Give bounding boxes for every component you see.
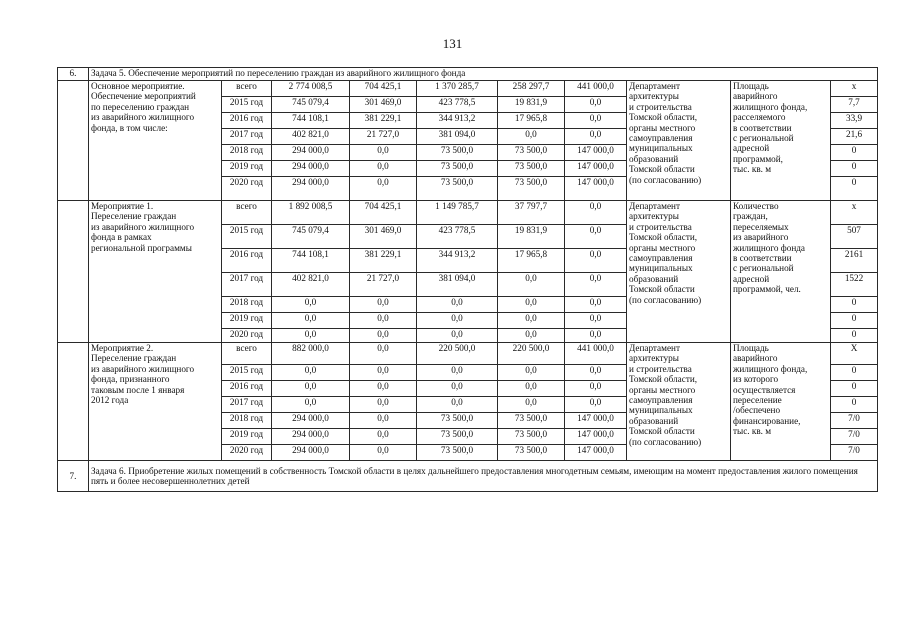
- total-cell: 294 000,0: [272, 145, 350, 161]
- description-line: фонда, признанного: [91, 374, 170, 385]
- description-line: Мероприятие 1.: [91, 201, 154, 211]
- other-cell: 0,0: [565, 381, 627, 397]
- executor-line: органы местного: [629, 122, 696, 133]
- year-cell: всего: [222, 81, 272, 97]
- other-cell: 0,0: [565, 201, 627, 225]
- indicator-value-cell: 7/0: [831, 445, 878, 461]
- executor-line: Департамент: [629, 343, 680, 353]
- regional-cell: 0,0: [417, 297, 498, 313]
- local-cell: 73 500,0: [498, 161, 565, 177]
- task5-row: [58, 68, 878, 81]
- federal-cell: 0,0: [350, 297, 417, 313]
- indicator-line: аварийного: [733, 91, 778, 102]
- regional-cell: 0,0: [417, 329, 498, 343]
- year-cell: 2016 год: [222, 381, 272, 397]
- total-cell: 294 000,0: [272, 445, 350, 461]
- total-cell: 294 000,0: [272, 161, 350, 177]
- federal-cell: 381 229,1: [350, 249, 417, 273]
- federal-cell: 301 469,0: [350, 97, 417, 113]
- program-table: [57, 67, 878, 492]
- local-cell: 0,0: [498, 397, 565, 413]
- local-cell: 0,0: [498, 365, 565, 381]
- other-cell: 147 000,0: [565, 445, 627, 461]
- indicator-line: с региональной: [733, 133, 794, 144]
- other-cell: 147 000,0: [565, 177, 627, 201]
- local-cell: 73 500,0: [498, 145, 565, 161]
- year-cell: 2016 год: [222, 113, 272, 129]
- indicator-value-cell: 33,9: [831, 113, 878, 129]
- description-line: Обеспечение мероприятий: [91, 91, 196, 102]
- indicator-value-cell: 0: [831, 381, 878, 397]
- description-line: Переселение граждан: [91, 353, 177, 364]
- other-cell: 0,0: [565, 313, 627, 329]
- executor-line: архитектуры: [629, 211, 679, 222]
- local-cell: 19 831,9: [498, 97, 565, 113]
- executor-cell: [627, 81, 731, 201]
- description-line: из аварийного жилищного: [91, 363, 195, 374]
- executor-line: органы местного: [629, 384, 696, 395]
- local-cell: 73 500,0: [498, 413, 565, 429]
- executor-line: (по согласованию): [629, 174, 702, 185]
- federal-cell: 0,0: [350, 445, 417, 461]
- indicator-name-cell: [731, 343, 831, 461]
- executor-line: и строительства: [629, 101, 692, 112]
- indicator-value-cell: 0: [831, 329, 878, 343]
- indicator-line: Площадь: [733, 81, 769, 91]
- total-cell: 0,0: [272, 381, 350, 397]
- description-line: по переселению граждан: [91, 101, 190, 112]
- regional-cell: 1 370 285,7: [417, 81, 498, 97]
- executor-line: самоуправления: [629, 395, 693, 406]
- indicator-value-cell: 0: [831, 365, 878, 381]
- index-cell: [58, 81, 89, 201]
- year-cell: 2017 год: [222, 273, 272, 297]
- executor-cell: [627, 201, 731, 343]
- indicator-value-cell: 0: [831, 161, 878, 177]
- other-cell: 0,0: [565, 329, 627, 343]
- other-cell: 0,0: [565, 113, 627, 129]
- year-cell: 2015 год: [222, 97, 272, 113]
- local-cell: 0,0: [498, 329, 565, 343]
- local-cell: 73 500,0: [498, 429, 565, 445]
- indicator-line: программой, чел.: [733, 284, 801, 295]
- table-row: [58, 81, 878, 97]
- other-cell: 441 000,0: [565, 343, 627, 365]
- indicator-line: финансирование,: [733, 415, 801, 426]
- year-cell: 2017 год: [222, 397, 272, 413]
- other-cell: 0,0: [565, 365, 627, 381]
- total-cell: 745 079,4: [272, 225, 350, 249]
- indicator-value-cell: 0: [831, 145, 878, 161]
- indicator-line: программой,: [733, 153, 783, 164]
- local-cell: 220 500,0: [498, 343, 565, 365]
- year-cell: 2020 год: [222, 177, 272, 201]
- regional-cell: 381 094,0: [417, 273, 498, 297]
- indicator-value-cell: 7/0: [831, 413, 878, 429]
- executor-line: и строительства: [629, 363, 692, 374]
- local-cell: 17 965,8: [498, 249, 565, 273]
- executor-line: муниципальных: [629, 405, 693, 416]
- year-cell: 2018 год: [222, 413, 272, 429]
- indicator-value-cell: 7/0: [831, 429, 878, 445]
- executor-line: образований: [629, 153, 679, 164]
- indicator-line: из которого: [733, 374, 779, 385]
- executor-line: Томской области: [629, 426, 695, 437]
- indicator-line: переселяемых: [733, 221, 789, 232]
- indicator-line: жилищного фонда,: [733, 363, 808, 374]
- indicator-line: тыс. кв. м: [733, 426, 772, 437]
- indicator-value-cell: 0: [831, 177, 878, 201]
- indicator-line: /обеспечено: [733, 405, 781, 416]
- other-cell: 0,0: [565, 249, 627, 273]
- other-cell: 0,0: [565, 297, 627, 313]
- other-cell: 441 000,0: [565, 81, 627, 97]
- total-cell: 2 774 008,5: [272, 81, 350, 97]
- regional-cell: 0,0: [417, 365, 498, 381]
- year-cell: 2015 год: [222, 225, 272, 249]
- indicator-value-cell: 0: [831, 313, 878, 329]
- measure-description: [89, 201, 222, 343]
- indicator-value-cell: X: [831, 343, 878, 365]
- executor-line: образований: [629, 273, 679, 284]
- executor-line: и строительства: [629, 221, 692, 232]
- local-cell: 0,0: [498, 297, 565, 313]
- description-line: таковым после 1 января: [91, 384, 185, 395]
- federal-cell: 0,0: [350, 145, 417, 161]
- task6-number: 7.: [58, 461, 89, 492]
- total-cell: 744 108,1: [272, 113, 350, 129]
- year-cell: 2020 год: [222, 329, 272, 343]
- indicator-line: жилищного фонда: [733, 242, 805, 253]
- other-cell: 147 000,0: [565, 413, 627, 429]
- regional-cell: 344 913,2: [417, 113, 498, 129]
- indicator-line: осуществляется: [733, 384, 796, 395]
- total-cell: 294 000,0: [272, 177, 350, 201]
- description-line: Мероприятие 2.: [91, 343, 154, 353]
- description-line: Переселение граждан: [91, 211, 177, 222]
- regional-cell: 73 500,0: [417, 145, 498, 161]
- other-cell: 0,0: [565, 129, 627, 145]
- other-cell: 0,0: [565, 397, 627, 413]
- indicator-value-cell: x: [831, 201, 878, 225]
- federal-cell: 704 425,1: [350, 81, 417, 97]
- indicator-line: тыс. кв. м: [733, 164, 772, 175]
- regional-cell: 423 778,5: [417, 225, 498, 249]
- year-cell: 2018 год: [222, 145, 272, 161]
- indicator-line: граждан,: [733, 211, 768, 222]
- year-cell: 2018 год: [222, 297, 272, 313]
- indicator-value-cell: 0: [831, 397, 878, 413]
- indicator-line: Площадь: [733, 343, 769, 353]
- total-cell: 0,0: [272, 313, 350, 329]
- executor-cell: [627, 343, 731, 461]
- executor-line: Департамент: [629, 201, 680, 211]
- executor-line: (по согласованию): [629, 436, 702, 447]
- indicator-line: адресной: [733, 143, 770, 154]
- description-line: фонда, в том числе:: [91, 122, 168, 133]
- federal-cell: 0,0: [350, 381, 417, 397]
- total-cell: 882 000,0: [272, 343, 350, 365]
- table-row: [58, 201, 878, 225]
- regional-cell: 73 500,0: [417, 177, 498, 201]
- federal-cell: 21 727,0: [350, 129, 417, 145]
- federal-cell: 301 469,0: [350, 225, 417, 249]
- description-line: региональной программы: [91, 242, 192, 253]
- local-cell: 19 831,9: [498, 225, 565, 249]
- index-cell: [58, 201, 89, 343]
- local-cell: 73 500,0: [498, 445, 565, 461]
- executor-line: Томской области: [629, 284, 695, 295]
- regional-cell: 73 500,0: [417, 161, 498, 177]
- indicator-line: расселяемого: [733, 112, 786, 123]
- description-line: из аварийного жилищного: [91, 221, 195, 232]
- indicator-value-cell: 0: [831, 297, 878, 313]
- regional-cell: 0,0: [417, 397, 498, 413]
- local-cell: 0,0: [498, 129, 565, 145]
- federal-cell: 21 727,0: [350, 273, 417, 297]
- year-cell: всего: [222, 201, 272, 225]
- indicator-line: в соответствии: [733, 253, 792, 264]
- indicator-line: жилищного фонда,: [733, 101, 808, 112]
- indicator-line: аварийного: [733, 353, 778, 364]
- indicator-line: из аварийного: [733, 232, 789, 243]
- indicator-value-cell: 2161: [831, 249, 878, 273]
- executor-line: органы местного: [629, 242, 696, 253]
- executor-line: Томской области: [629, 164, 695, 175]
- federal-cell: 0,0: [350, 413, 417, 429]
- regional-cell: 0,0: [417, 381, 498, 397]
- total-cell: 0,0: [272, 329, 350, 343]
- regional-cell: 344 913,2: [417, 249, 498, 273]
- indicator-name-cell: [731, 201, 831, 343]
- total-cell: 1 892 008,5: [272, 201, 350, 225]
- task6-row: [58, 461, 878, 492]
- total-cell: 402 821,0: [272, 273, 350, 297]
- year-cell: 2015 год: [222, 365, 272, 381]
- local-cell: 17 965,8: [498, 113, 565, 129]
- federal-cell: 381 229,1: [350, 113, 417, 129]
- indicator-value-cell: 21,6: [831, 129, 878, 145]
- indicator-line: адресной: [733, 273, 770, 284]
- local-cell: 37 797,7: [498, 201, 565, 225]
- indicator-value-cell: 1522: [831, 273, 878, 297]
- table-row: [58, 343, 878, 365]
- executor-line: образований: [629, 415, 679, 426]
- federal-cell: 0,0: [350, 177, 417, 201]
- page-number: 131: [442, 36, 463, 51]
- total-cell: 402 821,0: [272, 129, 350, 145]
- total-cell: 744 108,1: [272, 249, 350, 273]
- measure-description: [89, 81, 222, 201]
- local-cell: 73 500,0: [498, 177, 565, 201]
- task5-title: Задача 5. Обеспечение мероприятий по переселению граждан из аварийного жилищного фонда: [89, 68, 878, 81]
- indicator-line: в соответствии: [733, 122, 792, 133]
- regional-cell: 73 500,0: [417, 445, 498, 461]
- regional-cell: 0,0: [417, 313, 498, 329]
- regional-cell: 220 500,0: [417, 343, 498, 365]
- regional-cell: 73 500,0: [417, 413, 498, 429]
- executor-line: самоуправления: [629, 253, 693, 264]
- executor-line: муниципальных: [629, 263, 693, 274]
- total-cell: 0,0: [272, 397, 350, 413]
- description-line: из аварийного жилищного: [91, 112, 195, 123]
- year-cell: всего: [222, 343, 272, 365]
- local-cell: 0,0: [498, 313, 565, 329]
- indicator-value-cell: 7,7: [831, 97, 878, 113]
- local-cell: 0,0: [498, 273, 565, 297]
- regional-cell: 73 500,0: [417, 429, 498, 445]
- task5-number: 6.: [58, 68, 89, 81]
- total-cell: 0,0: [272, 297, 350, 313]
- year-cell: 2017 год: [222, 129, 272, 145]
- indicator-line: переселение: [733, 395, 782, 406]
- year-cell: 2020 год: [222, 445, 272, 461]
- executor-line: Томской области,: [629, 232, 698, 243]
- other-cell: 0,0: [565, 225, 627, 249]
- other-cell: 147 000,0: [565, 429, 627, 445]
- local-cell: 258 297,7: [498, 81, 565, 97]
- year-cell: 2019 год: [222, 161, 272, 177]
- other-cell: 147 000,0: [565, 145, 627, 161]
- index-cell: [58, 343, 89, 461]
- executor-line: архитектуры: [629, 353, 679, 364]
- regional-cell: 423 778,5: [417, 97, 498, 113]
- total-cell: 294 000,0: [272, 413, 350, 429]
- regional-cell: 381 094,0: [417, 129, 498, 145]
- year-cell: 2019 год: [222, 313, 272, 329]
- executor-line: муниципальных: [629, 143, 693, 154]
- federal-cell: 0,0: [350, 161, 417, 177]
- other-cell: 0,0: [565, 97, 627, 113]
- indicator-line: Количество: [733, 201, 779, 211]
- executor-line: архитектуры: [629, 91, 679, 102]
- total-cell: 745 079,4: [272, 97, 350, 113]
- indicator-line: с региональной: [733, 263, 794, 274]
- task6-title: Задача 6. Приобретение жилых помещений в собственность Томской области в целях дальнейшего предоставления многодетным семьям, имеющим на момент предоставления жилого помещения пять и более несовершеннолетних детей: [89, 461, 878, 492]
- executor-line: самоуправления: [629, 133, 693, 144]
- indicator-value-cell: x: [831, 81, 878, 97]
- measure-description: [89, 343, 222, 461]
- federal-cell: 0,0: [350, 329, 417, 343]
- federal-cell: 0,0: [350, 429, 417, 445]
- total-cell: 294 000,0: [272, 429, 350, 445]
- federal-cell: 704 425,1: [350, 201, 417, 225]
- executor-line: (по согласованию): [629, 294, 702, 305]
- local-cell: 0,0: [498, 381, 565, 397]
- federal-cell: 0,0: [350, 343, 417, 365]
- indicator-value-cell: 507: [831, 225, 878, 249]
- description-line: Основное мероприятие.: [91, 81, 185, 91]
- executor-line: Томской области,: [629, 112, 698, 123]
- year-cell: 2016 год: [222, 249, 272, 273]
- indicator-name-cell: [731, 81, 831, 201]
- regional-cell: 1 149 785,7: [417, 201, 498, 225]
- description-line: 2012 года: [91, 395, 129, 406]
- year-cell: 2019 год: [222, 429, 272, 445]
- other-cell: 147 000,0: [565, 161, 627, 177]
- executor-line: Томской области,: [629, 374, 698, 385]
- federal-cell: 0,0: [350, 397, 417, 413]
- federal-cell: 0,0: [350, 365, 417, 381]
- executor-line: Департамент: [629, 81, 680, 91]
- description-line: фонда в рамках: [91, 232, 152, 243]
- total-cell: 0,0: [272, 365, 350, 381]
- other-cell: 0,0: [565, 273, 627, 297]
- federal-cell: 0,0: [350, 313, 417, 329]
